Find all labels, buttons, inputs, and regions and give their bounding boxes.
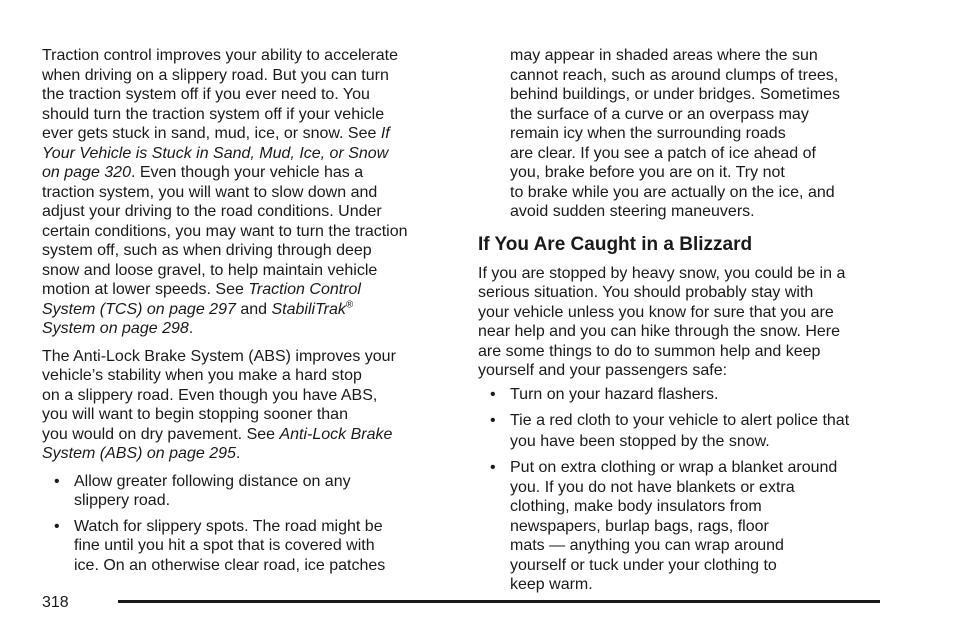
text-line <box>42 300 452 320</box>
text-line: are clear. If you see a patch of ice ahead of <box>510 144 816 162</box>
abs-reference: Anti-Lock Brake <box>279 425 393 443</box>
text-line: yourself and your passengers safe: <box>478 362 728 379</box>
text-line: The Anti-Lock Brake System (ABS) improves your <box>42 347 396 365</box>
text-line <box>42 124 452 144</box>
text-line: to brake while you are actually on the ice, and <box>510 183 835 201</box>
tcs-reference: System (TCS) on page 297 <box>42 300 236 318</box>
text-segment: . Even though your vehicle has a <box>130 164 364 181</box>
text-line: certain conditions, you may want to turn the traction <box>42 222 408 240</box>
text-line: adjust your driving to the road conditions. Under <box>42 203 382 220</box>
text-line: the traction system off if you ever need to. You <box>42 86 370 103</box>
stabilitrak-reference: System on page 298 <box>42 320 189 337</box>
text-line: you. If you do not have blankets or extra <box>510 478 795 496</box>
stuck-vehicle-reference: If <box>380 125 390 142</box>
text-segment: . <box>188 320 194 337</box>
slippery-road-bullet-list <box>42 472 452 576</box>
list-item <box>478 458 888 595</box>
text-line: you, brake before you are on it. Try not <box>510 164 785 181</box>
list-item <box>478 385 888 405</box>
text-line: avoid sudden steering maneuvers. <box>510 203 755 220</box>
text-line: serious situation. You should probably stay with <box>478 284 814 301</box>
text-line: vehicle’s stability when you make a hard stop <box>42 367 362 384</box>
text-line: remain icy when the surrounding roads <box>510 125 786 142</box>
text-line <box>42 444 452 464</box>
text-line: system off, such as when driving through deep <box>42 242 372 259</box>
list-item <box>478 410 888 452</box>
text-line: should turn the traction system off if your vehicle <box>42 105 385 123</box>
text-line <box>42 280 452 300</box>
text-line <box>42 144 452 164</box>
abs-reference: System (ABS) on page 295 <box>42 445 236 462</box>
text-line: you will want to begin stopping sooner than <box>42 406 348 423</box>
blizzard-bullet-list <box>478 385 888 595</box>
text-segment: you would on dry pavement. See <box>42 425 280 443</box>
tcs-reference: Traction Control <box>248 281 361 298</box>
text-line: yourself or tuck under your clothing to <box>510 556 777 574</box>
list-item <box>42 472 452 511</box>
text-line: your vehicle unless you know for sure that you are <box>478 303 834 321</box>
registered-mark: ® <box>345 299 354 311</box>
text-segment: motion at lower speeds. See <box>42 281 249 298</box>
text-line: behind buildings, or under bridges. Sometimes <box>510 86 840 103</box>
text-line: near help and you can hike through the snow. Here <box>478 323 841 340</box>
text-line: • Watch for slippery spots. The road might be <box>74 517 383 535</box>
text-line: you have been stopped by the snow. <box>510 433 770 450</box>
text-line: ice. On an otherwise clear road, ice patches <box>74 556 386 574</box>
text-segment: . <box>235 445 241 462</box>
blizzard-paragraph <box>478 264 888 381</box>
text-line: traction system, you will want to slow down and <box>42 183 378 201</box>
text-line: cannot reach, such as around clumps of trees, <box>510 66 839 84</box>
stuck-vehicle-reference: on page 320 <box>42 164 131 181</box>
continued-bullet-text <box>478 46 888 222</box>
stabilitrak-reference: StabiliTrak <box>271 300 346 318</box>
abs-paragraph <box>42 347 452 464</box>
footer-rule <box>118 600 880 603</box>
text-line: when driving on a slippery road. But you can turn <box>42 66 389 84</box>
text-line: Traction control improves your ability to accelerate <box>42 47 398 64</box>
text-line: • Put on extra clothing or wrap a blanket around <box>510 459 838 476</box>
text-line: fine until you hit a spot that is covered with <box>74 537 375 554</box>
text-line: • Tie a red cloth to your vehicle to alert police that <box>510 412 850 429</box>
text-line: on a slippery road. Even though you have ABS, <box>42 386 378 404</box>
list-item <box>42 517 452 576</box>
text-line <box>42 319 452 339</box>
traction-control-paragraph <box>42 46 452 339</box>
stuck-vehicle-reference: Your Vehicle is Stuck in Sand, Mud, Ice, or Snow <box>42 144 389 162</box>
text-line: newspapers, burlap bags, rags, floor <box>510 517 769 535</box>
text-line <box>42 425 452 445</box>
left-column <box>42 46 452 581</box>
text-line: mats — anything you can wrap around <box>510 537 784 554</box>
text-line: are some things to do to summon help and keep <box>478 342 821 360</box>
text-line: snow and loose gravel, to help maintain vehicle <box>42 261 378 279</box>
text-line: keep warm. <box>510 576 593 593</box>
section-heading: If You Are Caught in a Blizzard <box>478 233 753 255</box>
text-line: slippery road. <box>74 492 171 509</box>
text-segment: ever gets stuck in sand, mud, ice, or snow. See <box>42 125 381 142</box>
right-column <box>478 46 888 601</box>
page-number: 318 <box>42 594 69 611</box>
text-line: may appear in shaded areas where the sun <box>510 47 818 64</box>
text-line: • Turn on your hazard flashers. <box>510 385 719 403</box>
text-segment: and <box>235 300 272 318</box>
text-line: • Allow greater following distance on any <box>74 472 351 490</box>
text-line: the surface of a curve or an overpass may <box>510 105 809 123</box>
text-line: If you are stopped by heavy snow, you could be in a <box>478 264 846 282</box>
text-line <box>42 163 452 183</box>
text-line: clothing, make body insulators from <box>510 498 762 515</box>
